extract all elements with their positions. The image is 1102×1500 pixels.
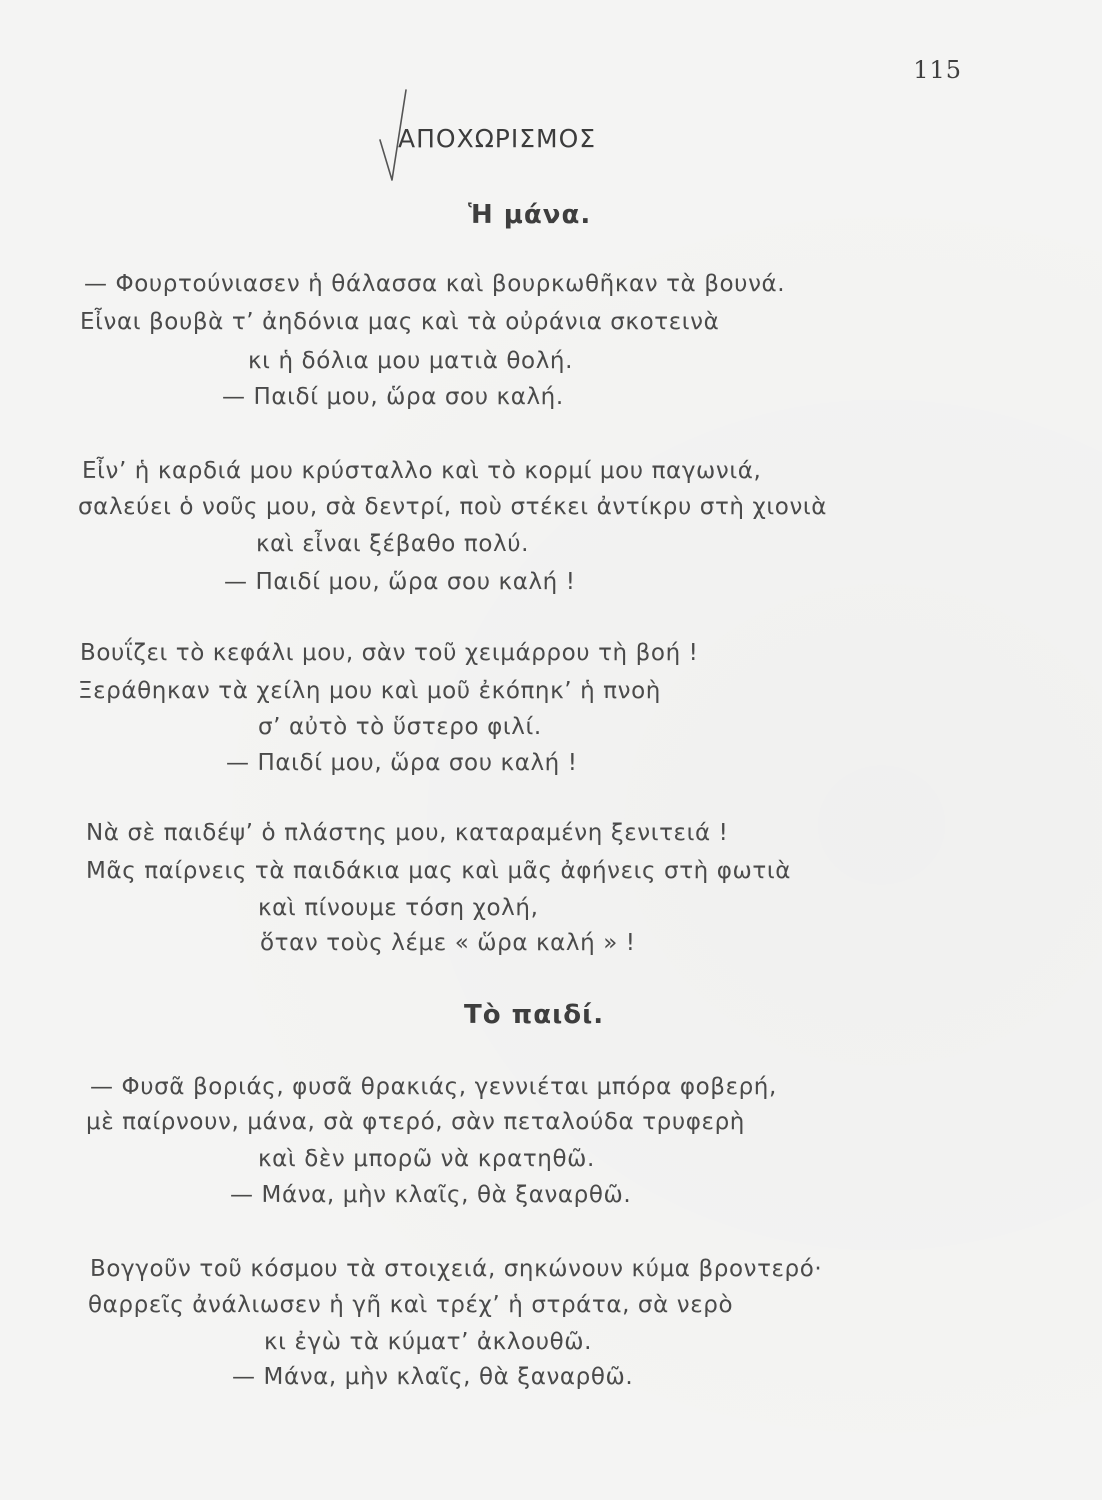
- verse-line: Εἶν’ ἡ καρδιά μου κρύσταλλο καὶ τὸ κορμί μου παγωνιά,: [82, 458, 762, 484]
- section-heading-mother: Ἡ μάνα.: [468, 200, 592, 230]
- verse-line: — Παιδί μου, ὥρα σου καλή !: [226, 750, 578, 776]
- verse-line: — Μάνα, μὴν κλαῖς, θὰ ξαναρθῶ.: [232, 1364, 634, 1390]
- verse-line: σαλεύει ὁ νοῦς μου, σὰ δεντρί, ποὺ στέκει ἀντίκρυ στὴ χιονιὰ: [78, 494, 828, 520]
- verse-line: Μᾶς παίρνεις τὰ παιδάκια μας καὶ μᾶς ἀφήνεις στὴ φωτιὰ: [86, 858, 791, 884]
- verse-line: — Μάνα, μὴν κλαῖς, θὰ ξαναρθῶ.: [230, 1182, 632, 1208]
- verse-line: — Φουρτούνιασεν ἡ θάλασσα καὶ βουρκωθῆκαν τὰ βουνά.: [84, 271, 786, 297]
- page-number: 115: [913, 56, 962, 84]
- verse-line: Εἶναι βουβὰ τ’ ἀηδόνια μας καὶ τὰ οὐράνια σκοτεινὰ: [80, 309, 720, 335]
- verse-line: καὶ πίνουμε τόση χολή,: [258, 895, 539, 921]
- poem-title: ΑΠΟΧΩΡΙΣΜΟΣ: [398, 124, 597, 153]
- verse-line: — Φυσᾶ βοριάς, φυσᾶ θρακιάς, γεννιέται μπόρα φοβερή,: [90, 1074, 777, 1100]
- verse-line: Βουΐζει τὸ κεφάλι μου, σὰν τοῦ χειμάρρου τὴ βοή !: [80, 640, 699, 666]
- verse-line: Βογγοῦν τοῦ κόσμου τὰ στοιχειά, σηκώνουν κύμα βροντερό·: [90, 1256, 823, 1282]
- section-heading-child: Τὸ παιδί.: [464, 1000, 605, 1030]
- verse-line: καὶ εἶναι ξέβαθο πολύ.: [256, 531, 530, 557]
- verse-line: ὅταν τοὺς λέμε « ὥρα καλή » !: [260, 930, 636, 956]
- verse-line: μὲ παίρνουν, μάνα, σὰ φτερό, σὰν πεταλούδα τρυφερὴ: [86, 1109, 745, 1135]
- verse-line: κι ἡ δόλια μου ματιὰ θολή.: [248, 348, 574, 374]
- verse-line: Νὰ σὲ παιδέψ’ ὁ πλάστης μου, καταραμένη ξενιτειά !: [86, 820, 729, 846]
- verse-line: σ’ αὐτὸ τὸ ὕστερο φιλί.: [258, 714, 542, 740]
- verse-line: — Παιδί μου, ὥρα σου καλή.: [222, 384, 564, 410]
- verse-line: Ξεράθηκαν τὰ χείλη μου καὶ μοῦ ἐκόπηκ’ ἡ πνοὴ: [78, 678, 661, 704]
- verse-line: καὶ δὲν μπορῶ νὰ κρατηθῶ.: [258, 1146, 595, 1172]
- verse-line: — Παιδί μου, ὥρα σου καλή !: [224, 569, 576, 595]
- verse-line: κι ἐγὼ τὰ κύματ’ ἀκλουθῶ.: [264, 1329, 593, 1355]
- verse-line: θαρρεῖς ἀνάλιωσεν ἡ γῆ καὶ τρέχ’ ἡ στράτα, σὰ νερὸ: [88, 1292, 734, 1318]
